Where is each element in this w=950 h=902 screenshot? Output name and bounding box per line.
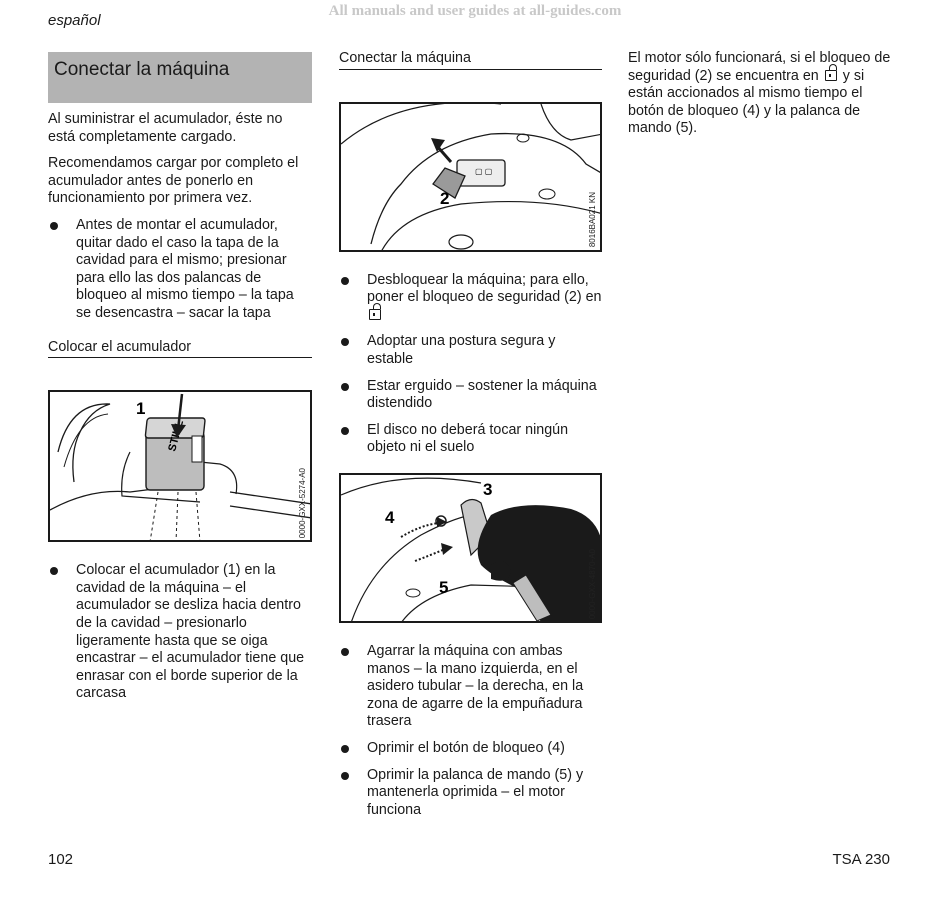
subheading: Colocar el acumulador bbox=[48, 339, 312, 359]
bullet-list bbox=[48, 562, 312, 703]
figure-battery-insert bbox=[48, 390, 312, 542]
safety-lock-illustration bbox=[341, 104, 602, 252]
paragraph: Al suministrar el acumulador, éste no está completamente cargado. bbox=[48, 111, 283, 145]
paragraph-text: El motor sólo funcionará, si el bloqueo de seguridad (2) se encuentra en bbox=[628, 50, 891, 84]
watermark: All manuals and user guides at all-guides.com bbox=[328, 3, 622, 19]
column-right bbox=[628, 50, 898, 147]
bullet-item: El disco no deberá tocar ningún objeto ni el suelo bbox=[339, 422, 602, 457]
lock-symbols: ▢ ▢ bbox=[475, 166, 493, 176]
bullet-item: Adoptar una postura segura y estable bbox=[339, 333, 602, 368]
section-title: Conectar la máquina bbox=[48, 52, 312, 103]
figure-label-4: 4 bbox=[385, 507, 395, 527]
figure-code: 0000-GXX-4870-A0 bbox=[588, 548, 597, 619]
figure-label-5: 5 bbox=[439, 577, 449, 597]
figure-label-1: 1 bbox=[136, 399, 146, 419]
bullet-item: Agarrar la máquina con ambas manos – la mano izquierda, en el asidero tubular – la derecha, en la zona de agarre de la empuñadura trasera bbox=[339, 643, 602, 731]
bullet-item bbox=[339, 272, 602, 325]
bullet-item: Oprimir la palanca de mando (5) y mantenerla oprimida – el motor funciona bbox=[339, 767, 602, 820]
model-label: TSA 230 bbox=[832, 851, 890, 868]
figure-label-3: 3 bbox=[483, 479, 493, 499]
paragraph bbox=[628, 50, 898, 138]
bullet-item: Antes de montar el acumulador, quitar dado el caso la tapa de la cavidad para el mismo; presionar para ello las dos palancas de bloqueo al mismo tiempo – la tapa se desencastra – sacar la tapa bbox=[48, 217, 312, 323]
bullet-item: Oprimir el botón de bloqueo (4) bbox=[339, 740, 602, 758]
bullet-list bbox=[339, 272, 602, 457]
paragraph-text: y si están accionados al mismo tiempo el botón de bloqueo (4) y la palanca de mando (5). bbox=[628, 67, 865, 137]
bullet-list bbox=[48, 217, 312, 323]
column-left bbox=[48, 52, 312, 712]
language-label: español bbox=[48, 12, 101, 29]
bullet-text: Desbloquear la máquina; para ello, poner el bloqueo de seguridad (2) en bbox=[367, 271, 602, 306]
figure-code: 0000-GXX-5274-A0 bbox=[298, 467, 307, 539]
unlocked-padlock-icon bbox=[825, 70, 837, 81]
column-middle bbox=[339, 50, 602, 828]
figure-code: 8016BA021 KN bbox=[588, 192, 597, 248]
unlocked-padlock-icon bbox=[369, 309, 381, 320]
figure-handle-grip bbox=[339, 473, 602, 623]
bullet-list bbox=[339, 643, 602, 819]
bullet-item: Colocar el acumulador (1) en la cavidad de la máquina – el acumulador se desliza hacia dentro de la cavidad – presionarlo ligeramente hasta que se oiga encastrar – el acumulador tiene que enrasar con el borde superior de la carcasa bbox=[48, 562, 312, 703]
handle-grip-illustration bbox=[341, 475, 602, 623]
bullet-item: Estar erguido – sostener la máquina distendido bbox=[339, 378, 602, 413]
subheading: Conectar la máquina bbox=[339, 50, 602, 70]
paragraph: Recomendamos cargar por completo el acumulador antes de ponerlo en funcionamiento por primera vez. bbox=[48, 155, 299, 207]
figure-label-2: 2 bbox=[440, 188, 450, 208]
battery-illustration bbox=[50, 392, 312, 542]
figure-safety-lock bbox=[339, 102, 602, 252]
page-number: 102 bbox=[48, 851, 74, 868]
